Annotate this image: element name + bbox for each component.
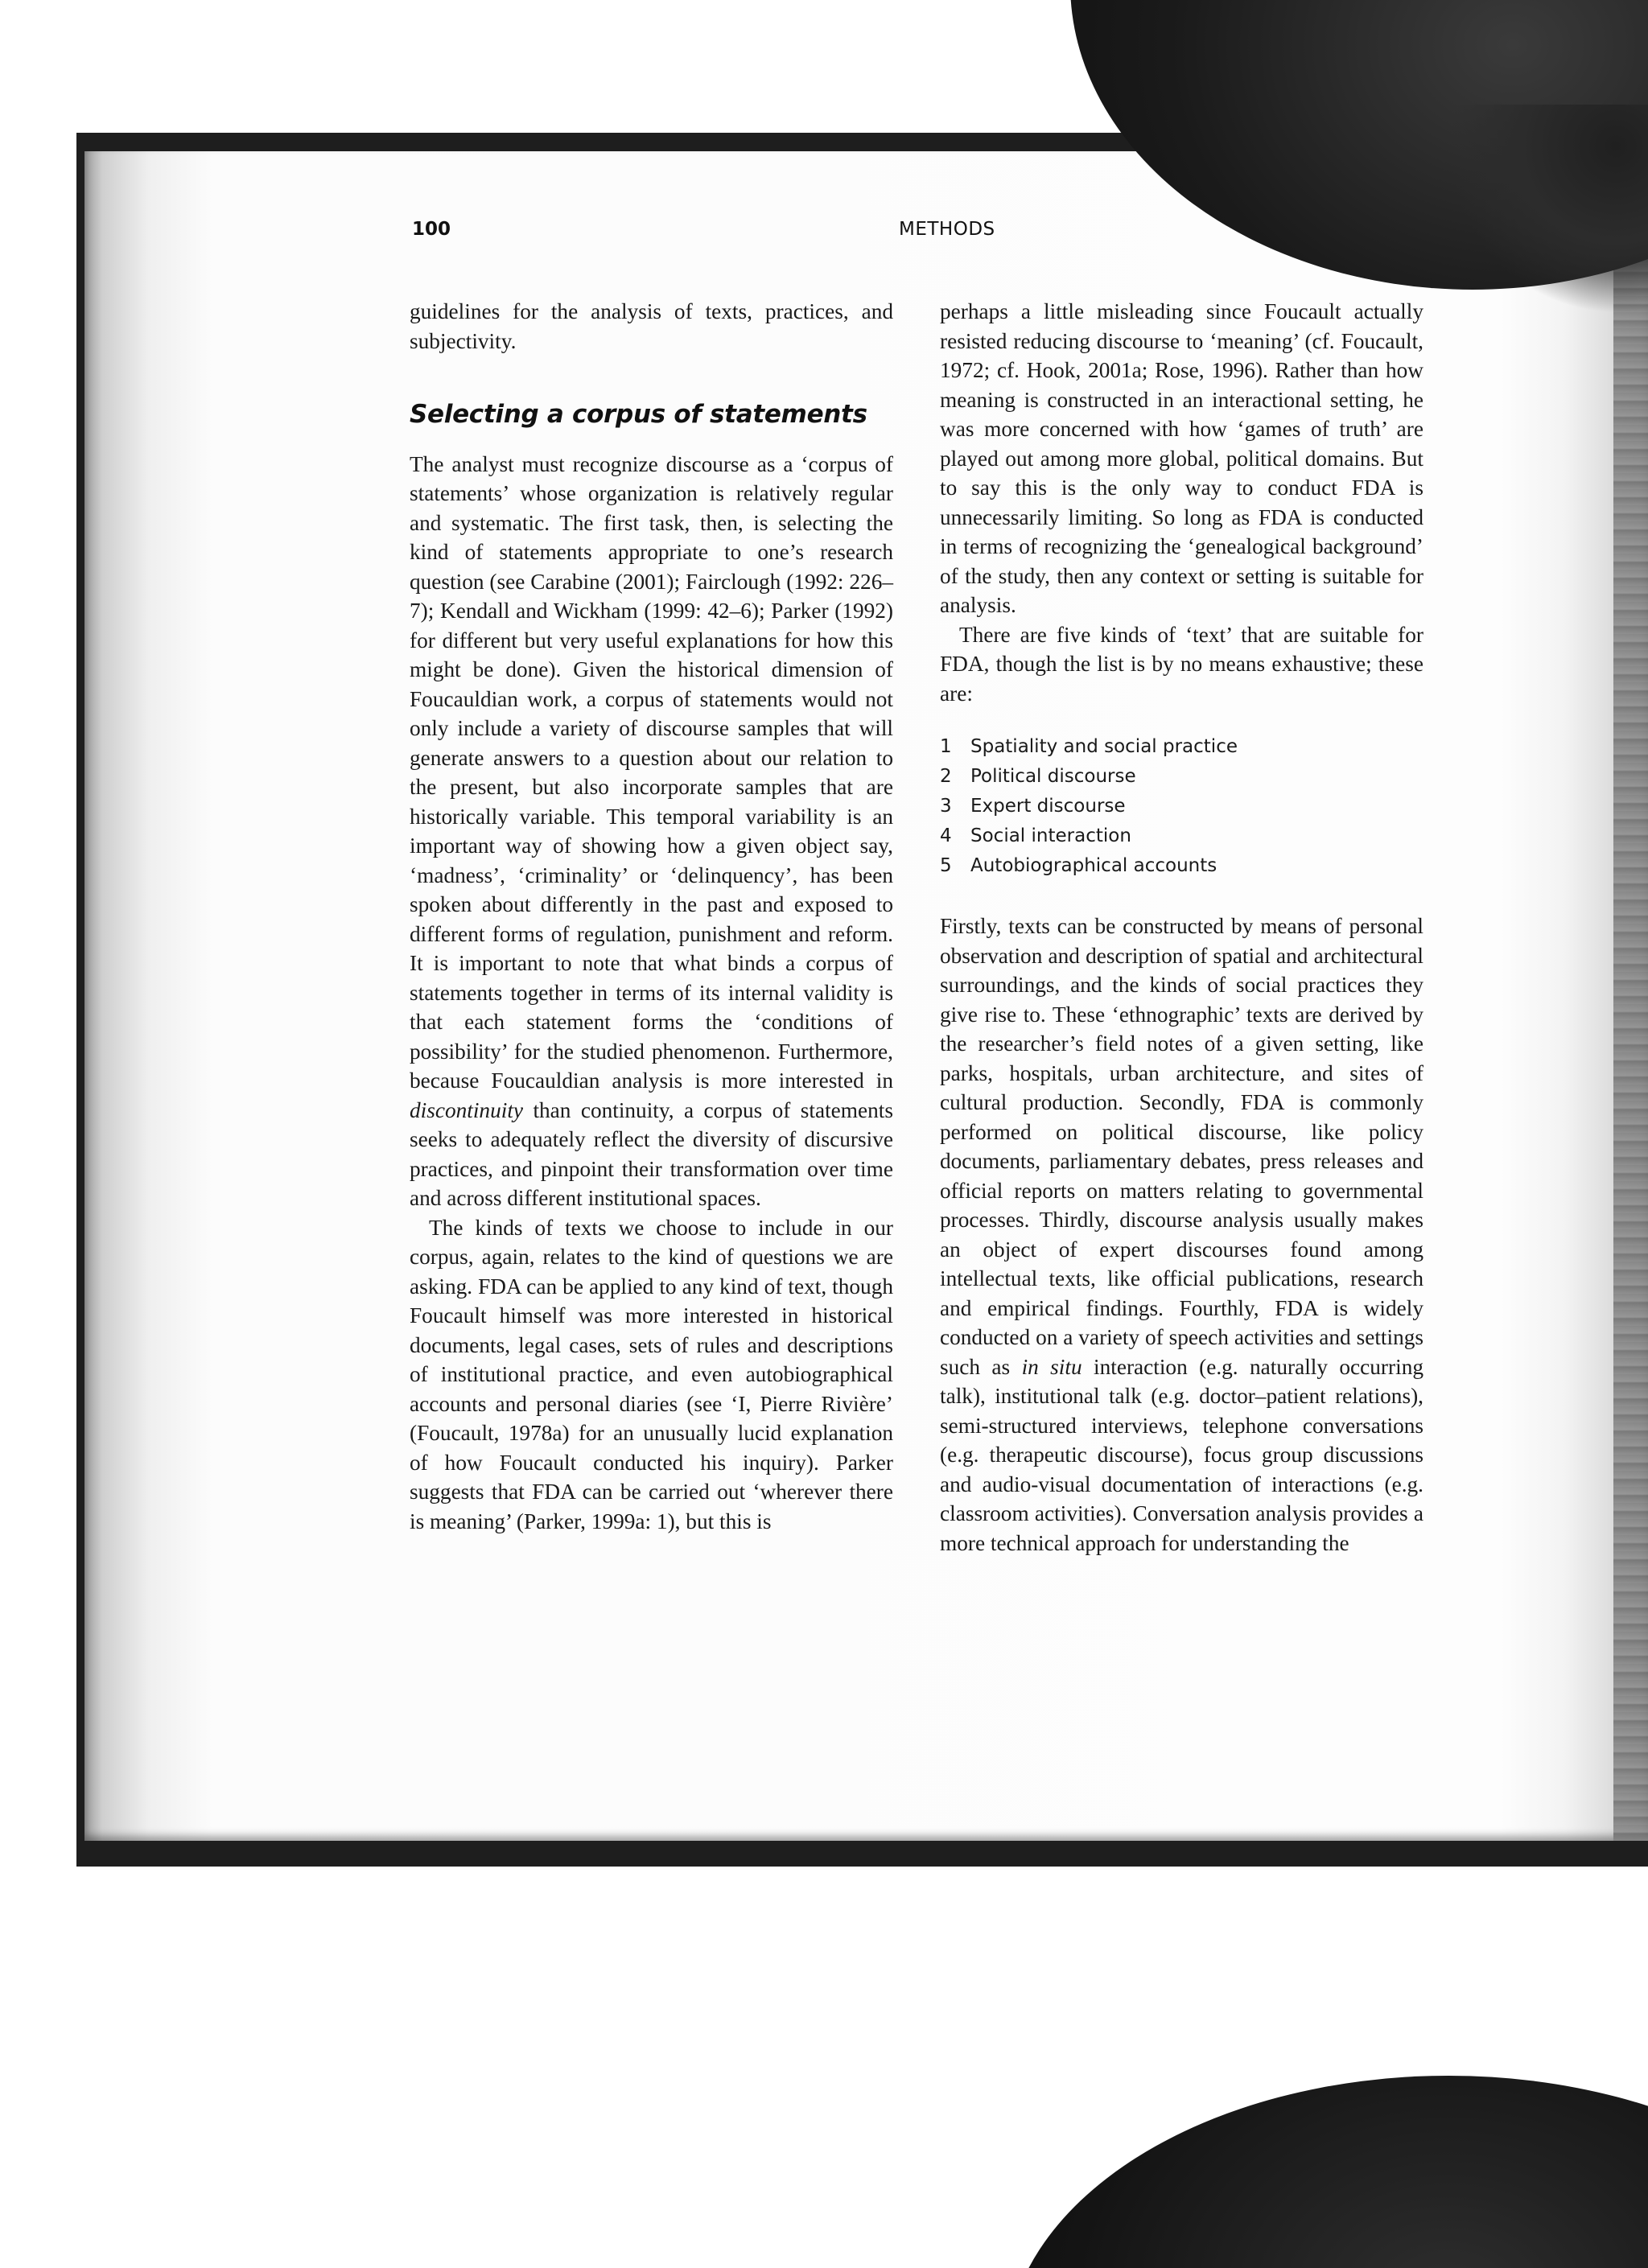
paragraph-text: interaction (e.g. naturally occurring talk), institutional talk (e.g. doctor–patient relations), semi-structured interviews, telephone conversations (e.g. therapeutic discourse), focus group discussions and audio-visual documentation of interactions (e.g. classroom activities). Conversation analysis provides a more technical approach for understanding the bbox=[940, 1354, 1423, 1555]
emphasis-text: discontinuity bbox=[410, 1097, 524, 1122]
list-text: Autobiographical accounts bbox=[970, 855, 1217, 876]
list-number: 3 bbox=[940, 796, 952, 817]
running-head bbox=[0, 219, 1648, 251]
thumb-shadow bbox=[1448, 105, 1648, 314]
paragraph: The kinds of texts we choose to include in our corpus, again, relates to the kind of questions we are asking. FDA can be applied to any kind of text, though Foucault himself was more interested in historical documents, legal cases, sets of rules and descriptions of institutional practice, and even autobiographical accounts and personal diaries (see ‘I, Pierre Rivière’ (Foucault, 1978a) for an unusually lucid explanation of how Foucault conducted his inquiry). Parker suggests that FDA can be carried out ‘wherever there is meaning’ (Parker, 1999a: 1), but this is bbox=[410, 1215, 893, 1533]
list-item bbox=[940, 762, 1423, 792]
list-number: 2 bbox=[940, 766, 952, 787]
list-item bbox=[940, 792, 1423, 821]
paragraph: There are five kinds of ‘text’ that are suitable for FDA, though the list is by no means exhaustive; these are: bbox=[940, 622, 1423, 706]
list-text: Social interaction bbox=[970, 825, 1131, 846]
list-item bbox=[940, 821, 1423, 851]
paragraph-text: The analyst must recognize discourse as a ‘corpus of statements’ whose organization is relatively regular and systematic. The first task, then, is selecting the kind of statements appropriate to one’s research question (see Carabine (2001); Fairclough (1992: 226–7); Kendall and Wickham (1999: 42–6); Parker (1992) for different but very useful explanations for how this might be done). Given the historical dimension of Foucauldian work, a corpus of statements would not only include a variety of discourse samples that will generate answers to a question about our relation to the present, but also incorporate samples that are historically variable. This temporal variability is an important way of showing how a given object say, ‘madness’, ‘criminality’ or ‘delinquency’, has been spoken about differently in the past and exposed to different forms of regulation, punishment and reform. It is important to note that what binds a corpus of statements together in terms of its internal validity is that each statement forms the ‘conditions of possibility’ for the studied phenomenon. Furthermore, because Foucauldian analysis is more interested in bbox=[410, 451, 893, 1093]
page-number: 100 bbox=[412, 219, 451, 240]
list-text: Political discourse bbox=[970, 766, 1136, 787]
list-item bbox=[940, 732, 1423, 762]
paragraph bbox=[410, 450, 893, 1213]
list-item bbox=[940, 851, 1423, 881]
left-column bbox=[410, 297, 893, 1536]
section-heading: Selecting a corpus of statements bbox=[410, 399, 867, 429]
spacer bbox=[410, 356, 893, 385]
text-types-list bbox=[940, 732, 1423, 881]
emphasis-text: in situ bbox=[1021, 1354, 1082, 1379]
opening-paragraph: guidelines for the analysis of texts, practices, and subjectivity. bbox=[410, 299, 893, 353]
list-text: Expert discourse bbox=[970, 796, 1126, 817]
paragraph-text: Firstly, texts can be constructed by means of personal observation and description of spatial and architectural surroundings, and the kinds of social practices they give rise to. These ‘ethnographic’ texts are derived by the researcher’s field notes of a given setting, like parks, hospitals, urban architecture, and sites of cultural production. Secondly, FDA is commonly performed on political discourse, like policy documents, parliamentary debates, press releases and official reports on matters relating to governmental processes. Thirdly, discourse analysis usually makes an object of expert discourses found among intellectual texts, like official publications, research and empirical findings. Fourthly, FDA is widely conducted on a variety of speech activities and settings such as bbox=[940, 914, 1423, 1379]
paragraph bbox=[940, 912, 1423, 1558]
running-head-title: METHODS bbox=[899, 219, 995, 240]
list-number: 4 bbox=[940, 825, 952, 846]
list-text: Spatiality and social practice bbox=[970, 736, 1238, 757]
page-edges bbox=[1613, 151, 1648, 1841]
list-number: 5 bbox=[940, 855, 952, 876]
paragraph: perhaps a little misleading since Foucault actually resisted reducing discourse to ‘meaning’ (cf. Foucault, 1972; cf. Hook, 2001a; Rose, 1996). Rather than how meaning is constructed in an interactional setting, he was more concerned with how ‘games of truth’ are played out among more global, political domains. But to say this is the only way to conduct FDA is unnecessarily limiting. So long as FDA is conducted in terms of recognizing the ‘genealogical background’ of the study, then any context or setting is suitable for analysis. bbox=[940, 299, 1423, 617]
paragraph-text: than continuity, a corpus of statements seeks to adequately reflect the diversity of discursive practices, and pinpoint their transformation over time and across different institutional spaces. bbox=[410, 1097, 894, 1210]
thumb-bottom bbox=[1006, 2076, 1648, 2268]
right-column bbox=[940, 297, 1423, 1558]
list-number: 1 bbox=[940, 736, 952, 757]
